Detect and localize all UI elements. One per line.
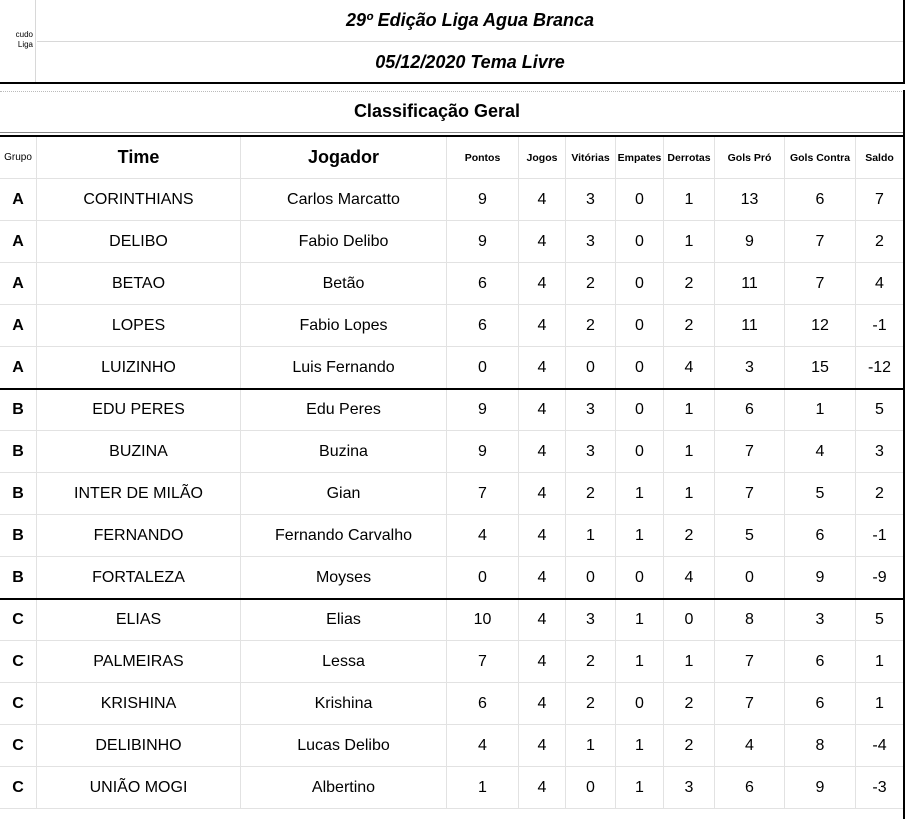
col-vitorias[interactable]: Vitórias bbox=[566, 137, 616, 179]
cell-saldo[interactable]: 4 bbox=[856, 263, 904, 305]
cell-pontos[interactable]: 6 bbox=[447, 683, 519, 725]
cell-gols-contra[interactable]: 3 bbox=[785, 599, 856, 641]
table-row bbox=[0, 179, 904, 221]
divider bbox=[903, 90, 905, 135]
cell-gols-contra[interactable]: 7 bbox=[785, 263, 856, 305]
cell-gols-contra[interactable]: 9 bbox=[785, 557, 856, 599]
cell-time[interactable]: ELIAS bbox=[37, 599, 241, 641]
cell-saldo[interactable]: -9 bbox=[856, 557, 904, 599]
cell-derrotas[interactable]: 1 bbox=[664, 221, 715, 263]
cell-grupo[interactable]: B bbox=[0, 515, 37, 557]
cell-saldo[interactable]: 2 bbox=[856, 473, 904, 515]
cell-time[interactable]: BETAO bbox=[37, 263, 241, 305]
col-jogador[interactable]: Jogador bbox=[241, 137, 447, 179]
table-row bbox=[0, 557, 904, 599]
cell-saldo[interactable]: -4 bbox=[856, 725, 904, 767]
cell-pontos[interactable]: 10 bbox=[447, 599, 519, 641]
cell-gols-contra[interactable]: 12 bbox=[785, 305, 856, 347]
cell-empates[interactable]: 0 bbox=[616, 221, 664, 263]
col-pontos[interactable]: Pontos bbox=[447, 137, 519, 179]
cell-grupo[interactable]: B bbox=[0, 473, 37, 515]
cell-grupo[interactable]: C bbox=[0, 725, 37, 767]
cell-pontos[interactable]: 4 bbox=[447, 515, 519, 557]
table-row bbox=[0, 725, 904, 767]
cell-derrotas[interactable]: 1 bbox=[664, 473, 715, 515]
table-row bbox=[0, 221, 904, 263]
col-empates[interactable]: Empates bbox=[616, 137, 664, 179]
cell-jogos[interactable]: 4 bbox=[519, 473, 566, 515]
cell-gols-pro[interactable]: 11 bbox=[715, 263, 785, 305]
cell-gols-contra[interactable]: 6 bbox=[785, 641, 856, 683]
cell-gols-contra[interactable]: 1 bbox=[785, 389, 856, 431]
cell-gols-pro[interactable]: 0 bbox=[715, 557, 785, 599]
header bbox=[0, 0, 909, 84]
cell-jogos[interactable]: 4 bbox=[519, 347, 566, 389]
cell-derrotas[interactable]: 2 bbox=[664, 515, 715, 557]
cell-pontos[interactable]: 1 bbox=[447, 767, 519, 809]
cell-vitorias[interactable]: 0 bbox=[566, 557, 616, 599]
cell-time[interactable]: PALMEIRAS bbox=[37, 641, 241, 683]
cell-time[interactable]: CORINTHIANS bbox=[37, 179, 241, 221]
cell-jogos[interactable]: 4 bbox=[519, 263, 566, 305]
cell-pontos[interactable]: 9 bbox=[447, 221, 519, 263]
cell-jogador[interactable]: Fabio Delibo bbox=[241, 221, 447, 263]
group-divider bbox=[0, 388, 904, 390]
col-saldo[interactable]: Saldo bbox=[856, 137, 904, 179]
cell-gols-contra[interactable]: 5 bbox=[785, 473, 856, 515]
table-row bbox=[0, 599, 904, 641]
cell-time[interactable]: DELIBINHO bbox=[37, 725, 241, 767]
cell-empates[interactable]: 1 bbox=[616, 599, 664, 641]
cell-vitorias[interactable]: 0 bbox=[566, 347, 616, 389]
cell-pontos[interactable]: 9 bbox=[447, 179, 519, 221]
cell-grupo[interactable]: A bbox=[0, 347, 37, 389]
cell-grupo[interactable]: A bbox=[0, 221, 37, 263]
cell-pontos[interactable]: 6 bbox=[447, 305, 519, 347]
group-divider bbox=[0, 598, 904, 600]
cell-vitorias[interactable]: 3 bbox=[566, 431, 616, 473]
cell-jogos[interactable]: 4 bbox=[519, 599, 566, 641]
cell-grupo[interactable]: B bbox=[0, 431, 37, 473]
escudo-liga-cell bbox=[0, 0, 36, 82]
cell-jogos[interactable]: 4 bbox=[519, 767, 566, 809]
cell-vitorias[interactable]: 2 bbox=[566, 641, 616, 683]
cell-jogos[interactable]: 4 bbox=[519, 515, 566, 557]
cell-grupo[interactable]: C bbox=[0, 599, 37, 641]
cell-saldo[interactable]: -1 bbox=[856, 305, 904, 347]
cell-saldo[interactable]: 1 bbox=[856, 683, 904, 725]
cell-gols-contra[interactable]: 6 bbox=[785, 515, 856, 557]
cell-derrotas[interactable]: 4 bbox=[664, 557, 715, 599]
cell-gols-contra[interactable]: 9 bbox=[785, 767, 856, 809]
cell-saldo[interactable]: -3 bbox=[856, 767, 904, 809]
cell-empates[interactable]: 1 bbox=[616, 725, 664, 767]
cell-saldo[interactable]: 5 bbox=[856, 599, 904, 641]
cell-grupo[interactable]: A bbox=[0, 305, 37, 347]
table-row bbox=[0, 389, 904, 431]
cell-time[interactable]: FORTALEZA bbox=[37, 557, 241, 599]
cell-empates[interactable]: 1 bbox=[616, 515, 664, 557]
cell-vitorias[interactable]: 3 bbox=[566, 599, 616, 641]
cell-jogos[interactable]: 4 bbox=[519, 179, 566, 221]
table-row bbox=[0, 347, 904, 389]
cell-time[interactable]: UNIÃO MOGI bbox=[37, 767, 241, 809]
edition-subtitle[interactable]: 05/12/2020 Tema Livre bbox=[375, 51, 565, 72]
cell-gols-contra[interactable]: 8 bbox=[785, 725, 856, 767]
cell-gols-pro[interactable]: 3 bbox=[715, 347, 785, 389]
cell-jogador[interactable]: Buzina bbox=[241, 431, 447, 473]
cell-grupo[interactable]: C bbox=[0, 641, 37, 683]
cell-empates[interactable]: 0 bbox=[616, 431, 664, 473]
section-title[interactable] bbox=[0, 90, 904, 132]
cell-gols-pro[interactable]: 6 bbox=[715, 767, 785, 809]
league-title[interactable]: 29º Edição Liga Agua Branca bbox=[37, 0, 903, 42]
cell-pontos[interactable]: 6 bbox=[447, 263, 519, 305]
cell-gols-pro[interactable]: 6 bbox=[715, 389, 785, 431]
cell-saldo[interactable]: 2 bbox=[856, 221, 904, 263]
cell-saldo[interactable]: -12 bbox=[856, 347, 904, 389]
cell-jogos[interactable]: 4 bbox=[519, 221, 566, 263]
col-grupo[interactable]: Grupo bbox=[0, 137, 37, 179]
cell-gols-contra[interactable]: 4 bbox=[785, 431, 856, 473]
cell-time[interactable]: LOPES bbox=[37, 305, 241, 347]
cell-time[interactable]: BUZINA bbox=[37, 431, 241, 473]
cell-vitorias[interactable]: 2 bbox=[566, 473, 616, 515]
divider bbox=[903, 0, 905, 84]
cell-derrotas[interactable]: 3 bbox=[664, 767, 715, 809]
cell-vitorias[interactable]: 1 bbox=[566, 725, 616, 767]
cell-vitorias[interactable]: 3 bbox=[566, 179, 616, 221]
cell-pontos[interactable]: 7 bbox=[447, 641, 519, 683]
cell-jogos[interactable]: 4 bbox=[519, 389, 566, 431]
table-row bbox=[0, 263, 904, 305]
divider bbox=[0, 82, 904, 84]
cell-pontos[interactable]: 0 bbox=[447, 557, 519, 599]
cell-gols-pro[interactable]: 9 bbox=[715, 221, 785, 263]
col-jogos[interactable]: Jogos bbox=[519, 137, 566, 179]
cell-empates[interactable]: 0 bbox=[616, 305, 664, 347]
cell-jogos[interactable]: 4 bbox=[519, 683, 566, 725]
cell-gols-pro[interactable]: 7 bbox=[715, 641, 785, 683]
cell-jogador[interactable]: Albertino bbox=[241, 767, 447, 809]
cell-gols-contra[interactable]: 7 bbox=[785, 221, 856, 263]
cell-empates[interactable]: 1 bbox=[616, 641, 664, 683]
cell-time[interactable]: LUIZINHO bbox=[37, 347, 241, 389]
cell-empates[interactable]: 1 bbox=[616, 473, 664, 515]
table-row bbox=[0, 305, 904, 347]
cell-jogos[interactable]: 4 bbox=[519, 641, 566, 683]
table-row bbox=[0, 767, 904, 809]
cell-time[interactable]: EDU PERES bbox=[37, 389, 241, 431]
cell-grupo[interactable]: A bbox=[0, 179, 37, 221]
col-gols-pro[interactable]: Gols Pró bbox=[715, 137, 785, 179]
table-row bbox=[0, 515, 904, 557]
cell-jogador[interactable]: Gian bbox=[241, 473, 447, 515]
divider bbox=[0, 132, 904, 133]
cell-vitorias[interactable]: 0 bbox=[566, 767, 616, 809]
cell-grupo[interactable]: B bbox=[0, 389, 37, 431]
cell-derrotas[interactable]: 1 bbox=[664, 389, 715, 431]
cell-gols-pro[interactable]: 13 bbox=[715, 179, 785, 221]
cell-jogos[interactable]: 4 bbox=[519, 431, 566, 473]
cell-jogador[interactable]: Moyses bbox=[241, 557, 447, 599]
cell-gols-contra[interactable]: 6 bbox=[785, 683, 856, 725]
cell-empates[interactable]: 0 bbox=[616, 263, 664, 305]
cell-gols-pro[interactable]: 4 bbox=[715, 725, 785, 767]
cell-time[interactable]: FERNANDO bbox=[37, 515, 241, 557]
cell-vitorias[interactable]: 1 bbox=[566, 515, 616, 557]
column-header-row bbox=[0, 137, 904, 179]
table-row bbox=[0, 641, 904, 683]
table-row bbox=[0, 683, 904, 725]
cell-gols-pro[interactable]: 7 bbox=[715, 431, 785, 473]
cell-empates[interactable]: 0 bbox=[616, 347, 664, 389]
cell-derrotas[interactable]: 2 bbox=[664, 683, 715, 725]
col-time[interactable]: Time bbox=[37, 137, 241, 179]
cell-jogador[interactable]: Krishina bbox=[241, 683, 447, 725]
cell-pontos[interactable]: 9 bbox=[447, 431, 519, 473]
cell-jogador[interactable]: Edu Peres bbox=[241, 389, 447, 431]
cell-time[interactable]: DELIBO bbox=[37, 221, 241, 263]
cell-empates[interactable]: 0 bbox=[616, 557, 664, 599]
cell-derrotas[interactable]: 2 bbox=[664, 725, 715, 767]
cell-saldo[interactable]: 7 bbox=[856, 179, 904, 221]
cell-derrotas[interactable]: 1 bbox=[664, 431, 715, 473]
cell-gols-pro[interactable]: 7 bbox=[715, 473, 785, 515]
cell-jogador[interactable]: Fernando Carvalho bbox=[241, 515, 447, 557]
cell-derrotas[interactable]: 4 bbox=[664, 347, 715, 389]
cell-empates[interactable]: 0 bbox=[616, 389, 664, 431]
cell-vitorias[interactable]: 3 bbox=[566, 221, 616, 263]
cell-grupo[interactable]: C bbox=[0, 683, 37, 725]
cell-pontos[interactable]: 9 bbox=[447, 389, 519, 431]
cell-jogador[interactable]: Elias bbox=[241, 599, 447, 641]
cell-grupo[interactable]: A bbox=[0, 263, 37, 305]
cell-jogador[interactable]: Lessa bbox=[241, 641, 447, 683]
cell-gols-contra[interactable]: 15 bbox=[785, 347, 856, 389]
cell-pontos[interactable]: 4 bbox=[447, 725, 519, 767]
cell-vitorias[interactable]: 2 bbox=[566, 683, 616, 725]
cell-jogador[interactable]: Luis Fernando bbox=[241, 347, 447, 389]
cell-vitorias[interactable]: 3 bbox=[566, 389, 616, 431]
cell-jogos[interactable]: 4 bbox=[519, 305, 566, 347]
cell-jogador[interactable]: Carlos Marcatto bbox=[241, 179, 447, 221]
cell-jogador[interactable]: Fabio Lopes bbox=[241, 305, 447, 347]
cell-derrotas[interactable]: 0 bbox=[664, 599, 715, 641]
cell-derrotas[interactable]: 1 bbox=[664, 641, 715, 683]
cell-jogos[interactable]: 4 bbox=[519, 725, 566, 767]
cell-gols-pro[interactable]: 11 bbox=[715, 305, 785, 347]
col-gols-contra[interactable]: Gols Contra bbox=[785, 137, 856, 179]
cell-derrotas[interactable]: 2 bbox=[664, 305, 715, 347]
cell-jogador[interactable]: Betão bbox=[241, 263, 447, 305]
escudo-label-line1: cudo bbox=[15, 30, 33, 39]
cell-vitorias[interactable]: 2 bbox=[566, 263, 616, 305]
escudo-label-line2: Liga bbox=[17, 40, 33, 49]
cell-gols-pro[interactable]: 5 bbox=[715, 515, 785, 557]
cell-gols-pro[interactable]: 7 bbox=[715, 683, 785, 725]
cell-derrotas[interactable]: 1 bbox=[664, 179, 715, 221]
col-derrotas[interactable]: Derrotas bbox=[664, 137, 715, 179]
cell-empates[interactable]: 0 bbox=[616, 683, 664, 725]
cell-pontos[interactable]: 7 bbox=[447, 473, 519, 515]
section-title-text: Classificação Geral bbox=[353, 100, 521, 121]
cell-time[interactable]: INTER DE MILÃO bbox=[37, 473, 241, 515]
table-row bbox=[0, 473, 904, 515]
cell-jogos[interactable]: 4 bbox=[519, 557, 566, 599]
cell-empates[interactable]: 1 bbox=[616, 767, 664, 809]
cell-gols-contra[interactable]: 6 bbox=[785, 179, 856, 221]
cell-derrotas[interactable]: 2 bbox=[664, 263, 715, 305]
cell-vitorias[interactable]: 2 bbox=[566, 305, 616, 347]
cell-saldo[interactable]: 5 bbox=[856, 389, 904, 431]
cell-saldo[interactable]: 3 bbox=[856, 431, 904, 473]
cell-grupo[interactable]: B bbox=[0, 557, 37, 599]
cell-jogador[interactable]: Lucas Delibo bbox=[241, 725, 447, 767]
cell-grupo[interactable]: C bbox=[0, 767, 37, 809]
cell-time[interactable]: KRISHINA bbox=[37, 683, 241, 725]
cell-pontos[interactable]: 0 bbox=[447, 347, 519, 389]
divider bbox=[903, 135, 905, 819]
table-row bbox=[0, 431, 904, 473]
cell-saldo[interactable]: -1 bbox=[856, 515, 904, 557]
cell-empates[interactable]: 0 bbox=[616, 179, 664, 221]
cell-saldo[interactable]: 1 bbox=[856, 641, 904, 683]
cell-gols-pro[interactable]: 8 bbox=[715, 599, 785, 641]
